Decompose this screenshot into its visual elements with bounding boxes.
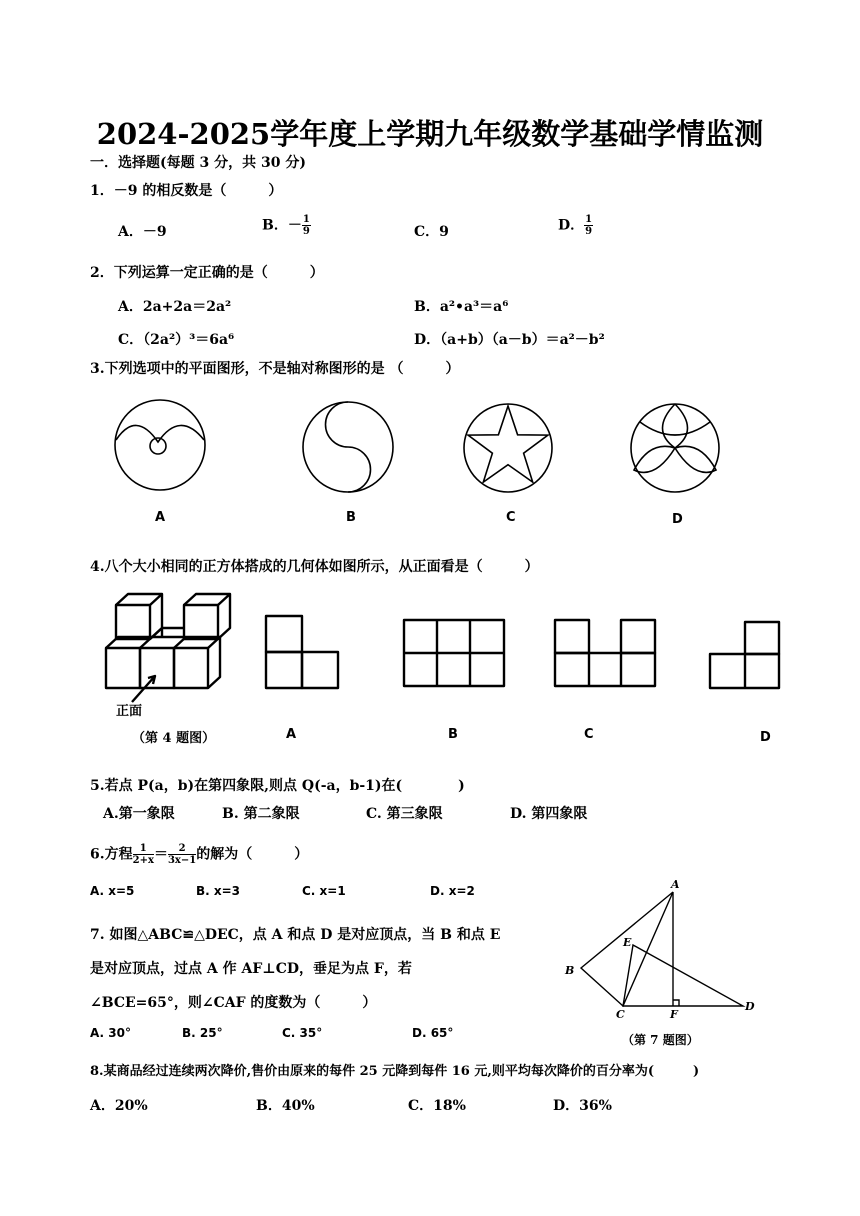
q7-point-c: C bbox=[616, 1008, 625, 1021]
q6-stem: 6.方程 $\frac{1}{2+x}$ ＝ $\frac{2}{3x-1}$ 的解为（ ） bbox=[90, 843, 309, 866]
q4-caption: （第 4 题图） bbox=[132, 731, 216, 746]
q5-option-d[interactable]: D. 第四象限 bbox=[510, 806, 588, 822]
q2-option-a[interactable]: A．2a+2a＝2a² bbox=[118, 299, 232, 315]
q4-cube-stack bbox=[106, 594, 230, 702]
q7-point-a: A bbox=[671, 878, 680, 891]
q3-label-b[interactable]: B bbox=[346, 510, 356, 525]
q4-label-b[interactable]: B bbox=[448, 727, 458, 742]
q8-option-a[interactable]: A．20% bbox=[90, 1098, 148, 1114]
q3-figure-c bbox=[464, 404, 552, 492]
q2-stem: 2．下列运算一定正确的是（ ） bbox=[90, 265, 324, 281]
q7-triangle-figure bbox=[560, 876, 800, 1026]
q7-point-d: D bbox=[745, 1000, 755, 1013]
q8-option-d[interactable]: D．36% bbox=[553, 1098, 612, 1114]
q8-option-c[interactable]: C．18% bbox=[408, 1098, 466, 1114]
q3-label-d[interactable]: D bbox=[672, 512, 683, 527]
q4-label-d[interactable]: D bbox=[760, 730, 771, 745]
q7-option-c[interactable]: C. 35° bbox=[282, 1026, 323, 1040]
q7-option-d[interactable]: D. 65° bbox=[412, 1026, 454, 1040]
q1-option-a[interactable]: A．－9 bbox=[118, 224, 167, 240]
q4-front-label: 正面 bbox=[116, 704, 143, 719]
q8-stem: 8.某商品经过连续两次降价,售价由原来的每件 25 元降到每件 16 元,则平均每次降价的百分率为( ) bbox=[90, 1064, 700, 1079]
q3-figure-a bbox=[115, 400, 205, 490]
q8-option-b[interactable]: B．40% bbox=[256, 1098, 315, 1114]
q5-option-b[interactable]: B. 第二象限 bbox=[222, 806, 300, 822]
q3-label-a[interactable]: A bbox=[155, 510, 166, 525]
q7-line-1: 7. 如图△ABC≌△DEC，点 A 和点 D 是对应顶点，当 B 和点 E bbox=[90, 927, 501, 943]
q3-figures bbox=[0, 400, 860, 510]
q7-option-a[interactable]: A. 30° bbox=[90, 1026, 131, 1040]
q3-label-c[interactable]: C bbox=[506, 510, 516, 525]
q6-option-b[interactable]: B. x=3 bbox=[196, 884, 241, 898]
page-title: 2024-2025学年度上学期九年级数学基础学情监测 bbox=[96, 117, 764, 151]
q7-point-e: E bbox=[623, 936, 632, 949]
q1-option-c[interactable]: C．9 bbox=[414, 224, 449, 240]
q6-option-a[interactable]: A. x=5 bbox=[90, 884, 135, 898]
q2-option-c[interactable]: C．（2a²）³＝6a⁶ bbox=[118, 332, 235, 348]
q4-stem: 4.八个大小相同的正方体搭成的几何体如图所示，从正面看是（ ） bbox=[90, 559, 539, 575]
q7-line-2: 是对应顶点，过点 A 作 AF⊥CD，垂足为点 F，若 bbox=[90, 961, 412, 977]
q4-figures bbox=[0, 592, 860, 702]
q4-view-c bbox=[555, 620, 655, 686]
q1-stem: 1．－9 的相反数是（ ） bbox=[90, 183, 283, 199]
q1-option-d[interactable]: D． $\frac{1}{9}$ bbox=[558, 214, 593, 237]
q2-option-b[interactable]: B．a²•a³＝a⁶ bbox=[414, 299, 509, 315]
q7-line-3: ∠BCE=65°，则∠CAF 的度数为（ ） bbox=[90, 995, 377, 1011]
q4-view-b bbox=[404, 620, 504, 686]
q3-stem: 3.下列选项中的平面图形，不是轴对称图形的是 （ ） bbox=[90, 361, 460, 377]
q7-caption: （第 7 题图） bbox=[622, 1033, 699, 1047]
q3-figure-b bbox=[303, 402, 393, 492]
q6-option-d[interactable]: D. x=2 bbox=[430, 884, 475, 898]
q7-point-b: B bbox=[565, 964, 575, 977]
q1-option-b[interactable]: B．－ $\frac{1}{9}$ bbox=[262, 214, 310, 237]
q7-point-f: F bbox=[670, 1008, 678, 1021]
q4-view-d bbox=[710, 622, 779, 688]
q2-option-d[interactable]: D．（a+b）（a－b）＝a²－b² bbox=[414, 332, 605, 348]
q4-view-a bbox=[266, 616, 338, 688]
section-heading: 一．选择题(每题 3 分，共 30 分) bbox=[90, 155, 306, 171]
q6-option-c[interactable]: C. x=1 bbox=[302, 884, 346, 898]
q7-option-b[interactable]: B. 25° bbox=[182, 1026, 223, 1040]
q3-figure-d bbox=[631, 404, 719, 492]
q5-stem: 5.若点 P(a，b)在第四象限,则点 Q(-a，b-1)在( ) bbox=[90, 778, 465, 794]
q5-option-a[interactable]: A.第一象限 bbox=[103, 806, 175, 822]
q4-label-a[interactable]: A bbox=[286, 727, 297, 742]
q5-option-c[interactable]: C. 第三象限 bbox=[366, 806, 443, 822]
q4-label-c[interactable]: C bbox=[584, 727, 594, 742]
